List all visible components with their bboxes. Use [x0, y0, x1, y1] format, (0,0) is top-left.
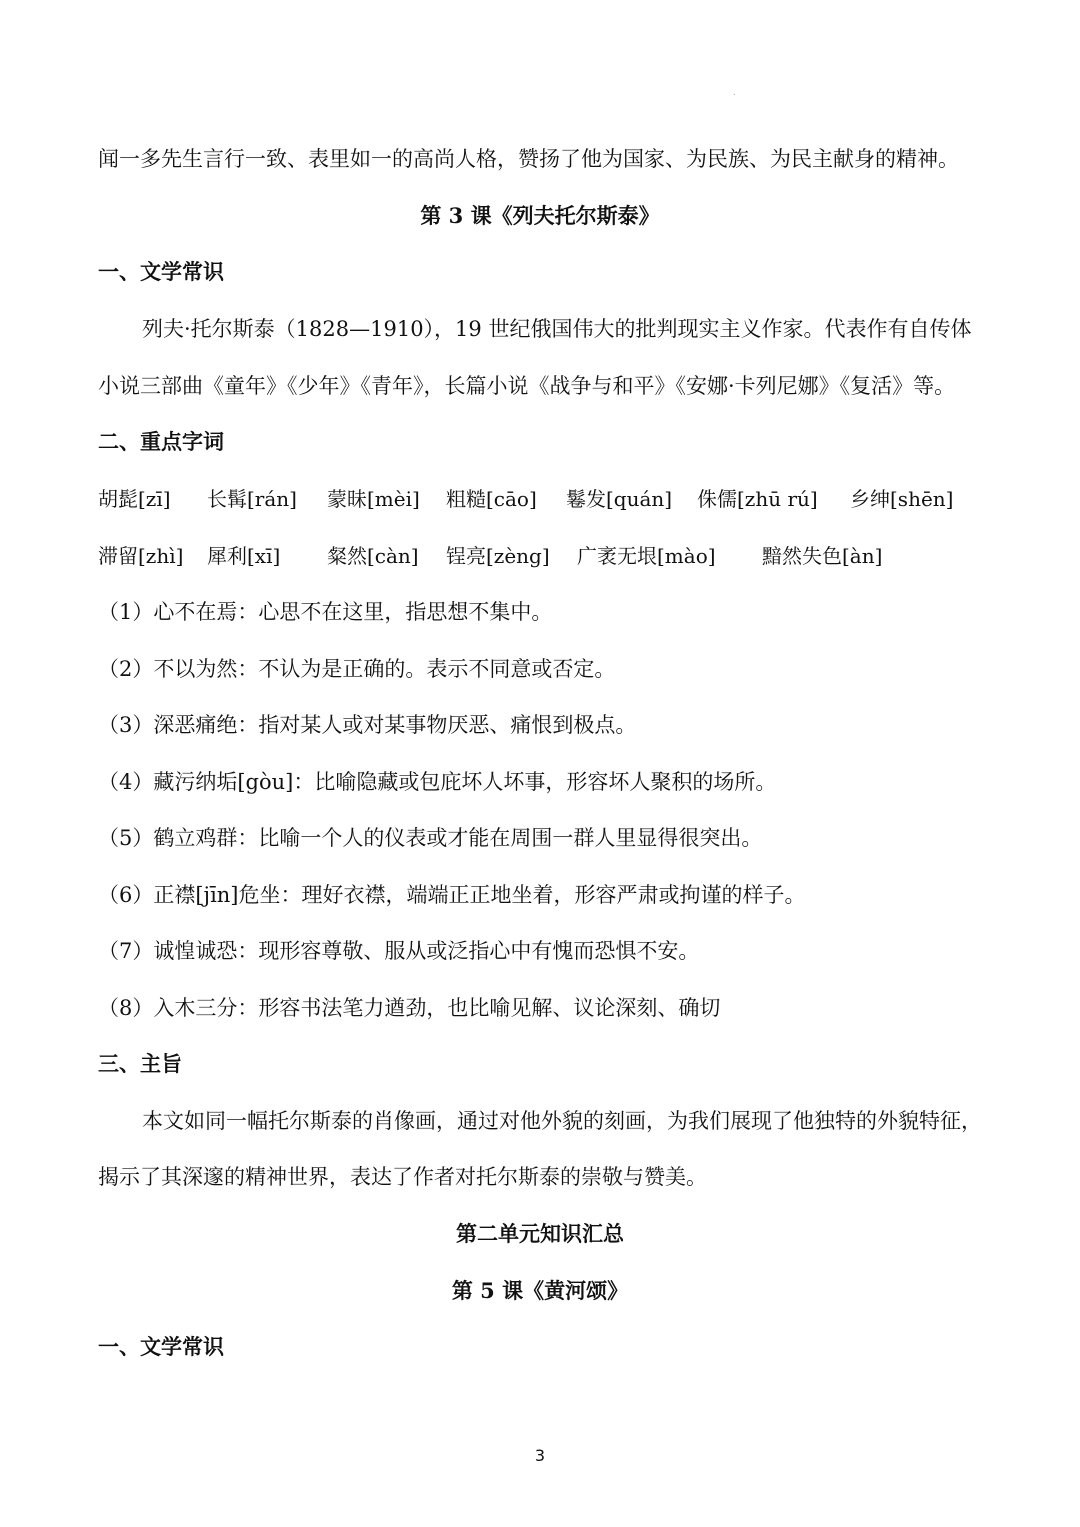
vocab-item: 胡髭[zī]	[98, 487, 171, 511]
lit-line-2: 小说三部曲《童年》《少年》《青年》，长篇小说《战争与和平》《安娜·卡列尼娜》《复活》等。	[98, 374, 956, 398]
theme-line-2: 揭示了其深邃的精神世界，表达了作者对托尔斯泰的崇敬与赞美。	[98, 1165, 707, 1189]
vocab-item: 黯然失色[àn]	[762, 544, 883, 568]
vocab-item: 犀利[xī]	[207, 544, 281, 568]
vocab-item: 粗糙[cāo]	[446, 487, 537, 511]
page-number: 3	[534, 1446, 546, 1465]
definition-item: （2）不以为然：不认为是正确的。表示不同意或否定。	[98, 657, 616, 681]
lit-line-1: 列夫·托尔斯泰（1828—1910），19 世纪俄国伟大的批判现实主义作家。代表作有自传体	[142, 317, 972, 341]
vocab-item: 粲然[càn]	[327, 544, 419, 568]
vocab-item: 鬈发[quán]	[566, 487, 673, 511]
intro-line: 闻一多先生言行一致、表里如一的高尚人格，赞扬了他为国家、为民族、为民主献身的精神。	[98, 147, 959, 171]
definition-item: （6）正襟[jīn]危坐：理好衣襟，端端正正地坐着，形容严肃或拘谨的样子。	[98, 883, 806, 907]
vocab-item: 蒙昧[mèi]	[327, 487, 420, 511]
definition-item: （3）深恶痛绝：指对某人或对某事物厌恶、痛恨到极点。	[98, 713, 637, 737]
vocab-item: 侏儒[zhū rú]	[697, 487, 818, 511]
lesson5-section1-heading: 一、文学常识	[98, 1334, 224, 1359]
definition-item: （7）诚惶诚恐：现形容尊敬、服从或泛指心中有愧而恐惧不安。	[98, 939, 700, 963]
vocab-item: 锃亮[zèng]	[446, 544, 550, 568]
definition-item: （5）鹤立鸡群：比喻一个人的仪表或才能在周围一群人里显得很突出。	[98, 826, 763, 850]
lesson3-section2-heading: 二、重点字词	[98, 429, 224, 454]
lesson3-section3-heading: 三、主旨	[98, 1051, 182, 1076]
vocab-item: 滞留[zhì]	[98, 544, 184, 568]
vocab-item: 广袤无垠[mào]	[577, 544, 716, 568]
theme-line-1: 本文如同一幅托尔斯泰的肖像画，通过对他外貌的刻画，为我们展现了他独特的外貌特征，	[142, 1109, 982, 1133]
definition-item: （8）入木三分：形容书法笔力遒劲，也比喻见解、议论深刻、确切	[98, 996, 721, 1020]
definition-item: （1）心不在焉：心思不在这里，指思想不集中。	[98, 600, 553, 624]
lesson3-title: 第 3 课《列夫托尔斯泰》	[420, 203, 660, 228]
unit2-title: 第二单元知识汇总	[456, 1221, 624, 1246]
lesson3-section1-heading: 一、文学常识	[98, 259, 224, 284]
vocab-item: 乡绅[shēn]	[850, 487, 954, 511]
vocab-item: 长髯[rán]	[207, 487, 297, 511]
scan-dot: .	[733, 88, 736, 97]
definition-item: （4）藏污纳垢[gòu]：比喻隐藏或包庇坏人坏事，形容坏人聚积的场所。	[98, 770, 777, 794]
lesson5-title: 第 5 课《黄河颂》	[451, 1278, 629, 1303]
